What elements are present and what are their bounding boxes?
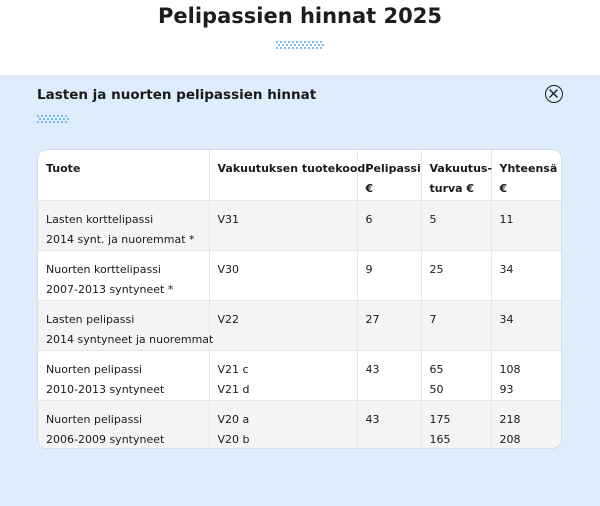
pass-price-cell: 43	[357, 400, 421, 449]
decoration-dot	[300, 41, 302, 43]
decoration-dot	[276, 41, 278, 43]
decoration-dot	[296, 41, 298, 43]
decoration-dot	[314, 44, 316, 46]
decoration-dot	[37, 115, 39, 117]
insurance-price-cell: 175 165	[421, 400, 491, 449]
decoration-dot	[294, 44, 296, 46]
decoration-dot	[284, 41, 286, 43]
insurance-price-cell: 65 50	[421, 350, 491, 400]
insurance-code-cell: V22	[209, 300, 357, 350]
page-header	[0, 0, 600, 75]
decoration-dot	[53, 115, 55, 117]
decoration-dot	[302, 44, 304, 46]
table-row	[38, 400, 562, 449]
product-cell: Nuorten korttelipassi 2007-2013 syntyneet *	[46, 262, 174, 296]
table-row	[38, 250, 562, 300]
close-button[interactable]	[545, 85, 563, 103]
decoration-dot	[300, 47, 302, 49]
decoration-dot	[65, 121, 67, 123]
price-panel	[0, 75, 600, 506]
decoration-dot	[308, 41, 310, 43]
decoration-dot	[57, 115, 59, 117]
decoration-dot	[41, 115, 43, 117]
insurance-code-cell: V30	[209, 250, 357, 300]
decoration-dot	[53, 121, 55, 123]
pass-price-cell: 27	[357, 300, 421, 350]
decoration-dot	[280, 41, 282, 43]
insurance-code-cell: V31	[209, 200, 357, 250]
page-title: Pelipassien hinnat 2025	[158, 4, 442, 28]
decoration-dot	[278, 44, 280, 46]
decoration-dot	[43, 118, 45, 120]
total-cell: 108 93	[491, 350, 562, 400]
header-insurance-code: Vakuutuksen tuotekoodi	[209, 150, 357, 200]
close-icon	[549, 89, 558, 98]
decoration-dot	[304, 41, 306, 43]
header-pass-price: Pelipassi €	[357, 150, 421, 200]
total-cell: 34	[491, 300, 562, 350]
decoration-dot	[39, 118, 41, 120]
decoration-dot	[59, 118, 61, 120]
decoration-dot	[322, 44, 324, 46]
insurance-code-cell: V20 a V20 b	[209, 400, 357, 449]
decoration-dot	[320, 47, 322, 49]
table-row	[38, 350, 562, 400]
insurance-price-cell: 7	[421, 300, 491, 350]
decoration-dot	[318, 44, 320, 46]
decoration-dot	[51, 118, 53, 120]
product-cell: Lasten pelipassi 2014 syntyneet ja nuoremmat	[46, 312, 214, 346]
header-total: Yhteensä €	[491, 150, 562, 200]
decoration-dot	[37, 121, 39, 123]
decoration-dot	[45, 115, 47, 117]
decoration-dot	[61, 121, 63, 123]
decoration-dot	[310, 44, 312, 46]
product-cell: Lasten korttelipassi 2014 synt. ja nuoremmat *	[46, 212, 195, 246]
header-product: Tuote	[46, 162, 81, 175]
decoration-dot	[45, 121, 47, 123]
decoration-dot	[284, 47, 286, 49]
table-row	[38, 200, 562, 250]
insurance-price-cell: 25	[421, 250, 491, 300]
price-table-card	[37, 149, 562, 449]
decoration-dot	[320, 41, 322, 43]
decoration-dot	[296, 47, 298, 49]
panel-title: Lasten ja nuorten pelipassien hinnat	[37, 87, 317, 103]
decoration-dot	[308, 47, 310, 49]
decoration-dot	[298, 44, 300, 46]
decoration-dot	[286, 44, 288, 46]
header-insurance-price: Vakuutus- turva €	[421, 150, 491, 200]
product-cell: Nuorten pelipassi 2010-2013 syntyneet	[46, 362, 165, 396]
decoration-dot	[290, 44, 292, 46]
table-row	[38, 300, 562, 350]
price-table	[38, 150, 562, 449]
pass-price-cell: 9	[357, 250, 421, 300]
decoration-dot	[306, 44, 308, 46]
pass-price-cell: 43	[357, 350, 421, 400]
decoration-dot	[61, 115, 63, 117]
decoration-dot	[276, 47, 278, 49]
decoration-dot	[63, 118, 65, 120]
product-cell: Nuorten pelipassi 2006-2009 syntyneet	[46, 412, 165, 446]
decoration-dot	[67, 118, 69, 120]
decoration-dot	[316, 47, 318, 49]
decoration-dot	[312, 47, 314, 49]
decoration-dot	[282, 44, 284, 46]
table-header-row	[38, 150, 562, 200]
insurance-code-cell: V21 c V21 d	[209, 350, 357, 400]
decoration-dot	[55, 118, 57, 120]
decoration-dot	[49, 115, 51, 117]
decoration-dot	[316, 41, 318, 43]
decoration-dot	[288, 47, 290, 49]
total-cell: 34	[491, 250, 562, 300]
decoration-dot	[280, 47, 282, 49]
decoration-dot	[292, 47, 294, 49]
decoration-dot	[49, 121, 51, 123]
decoration-dot	[57, 121, 59, 123]
total-cell: 218 208	[491, 400, 562, 449]
insurance-price-cell: 5	[421, 200, 491, 250]
pass-price-cell: 6	[357, 200, 421, 250]
decoration-dot	[312, 41, 314, 43]
decoration-dot	[304, 47, 306, 49]
decoration-dot	[288, 41, 290, 43]
decoration-dot	[65, 115, 67, 117]
decoration-dot	[47, 118, 49, 120]
total-cell: 11	[491, 200, 562, 250]
decoration-dot	[41, 121, 43, 123]
decoration-dot	[292, 41, 294, 43]
